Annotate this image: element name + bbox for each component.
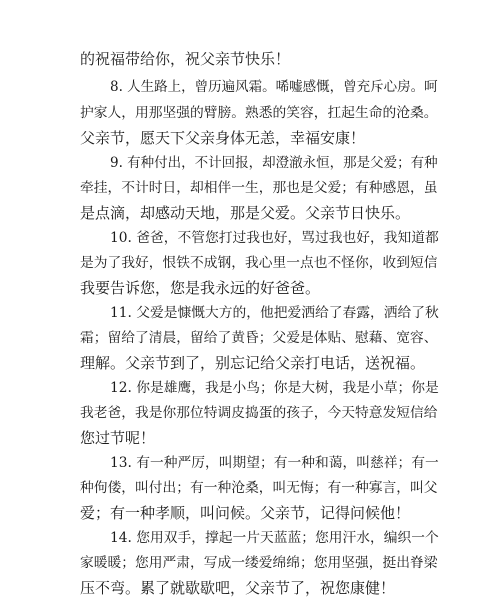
text-line: 理解。父亲节到了，别忘记给父亲打电话，送祝福。	[80, 354, 426, 372]
text-line: 是点滴，却感动天地，那是父爱。父亲节日快乐。	[80, 204, 411, 222]
text-line: 爱；有一种孝顺，叫问候。父亲节，记得问候他！	[80, 504, 411, 522]
text-line: 家暖暖；您用严肃，写成一缕爱绵绵；您用坚强，挺出脊梁	[80, 555, 438, 571]
text-line: 种佝偻，叫付出；有一种沧桑，叫无悔；有一种寡言，叫父	[80, 480, 438, 496]
text-line: 的祝福带给你，祝父亲节快乐！	[80, 50, 291, 68]
text-line: 12. 你是雄鹰，我是小鸟；你是大树，我是小草；你是	[110, 380, 439, 396]
text-line: 霜；留给了清晨，留给了黄昏；父爱是体贴、慰藉、宽容、	[80, 330, 438, 346]
text-line: 13. 有一种严厉，叫期望；有一种和蔼，叫慈祥；有一	[110, 455, 439, 471]
text-line: 父亲节，愿天下父亲身体无恙，幸福安康！	[80, 129, 366, 147]
text-line: 9. 有种付出，不计回报，却澄澈永恒，那是父爱；有种	[110, 155, 438, 171]
text-line: 10. 爸爸，不管您打过我也好，骂过我也好，我知道都	[110, 230, 439, 246]
text-line: 我要告诉您，您是我永远的好爸爸。	[80, 279, 321, 297]
text-line: 14. 您用双手，撑起一片天蓝蓝；您用汗水，编织一个	[110, 530, 439, 546]
text-line: 8. 人生路上，曾历遍风霜。唏嘘感慨，曾充斥心房。呵	[110, 79, 438, 95]
text-line: 您过节呢！	[80, 429, 156, 447]
text-line: 我老爸，我是你那位特调皮捣蛋的孩子，今天特意发短信给	[80, 405, 438, 421]
text-line: 牵挂，不计时日，却相伴一生，那也是父爱；有种感恩，虽	[80, 180, 438, 196]
text-line: 11. 父爱是慷慨大方的，他把爱洒给了春露，洒给了秋	[110, 305, 439, 321]
text-line: 压不弯。累了就歇歇吧，父亲节了，祝您康健！	[80, 579, 396, 597]
text-line: 是为了我好，恨铁不成钢，我心里一点也不怪你，收到短信	[80, 255, 438, 271]
text-line: 护家人，用那坚强的臂膀。熟悉的笑容，扛起生命的沧桑。	[80, 105, 438, 121]
